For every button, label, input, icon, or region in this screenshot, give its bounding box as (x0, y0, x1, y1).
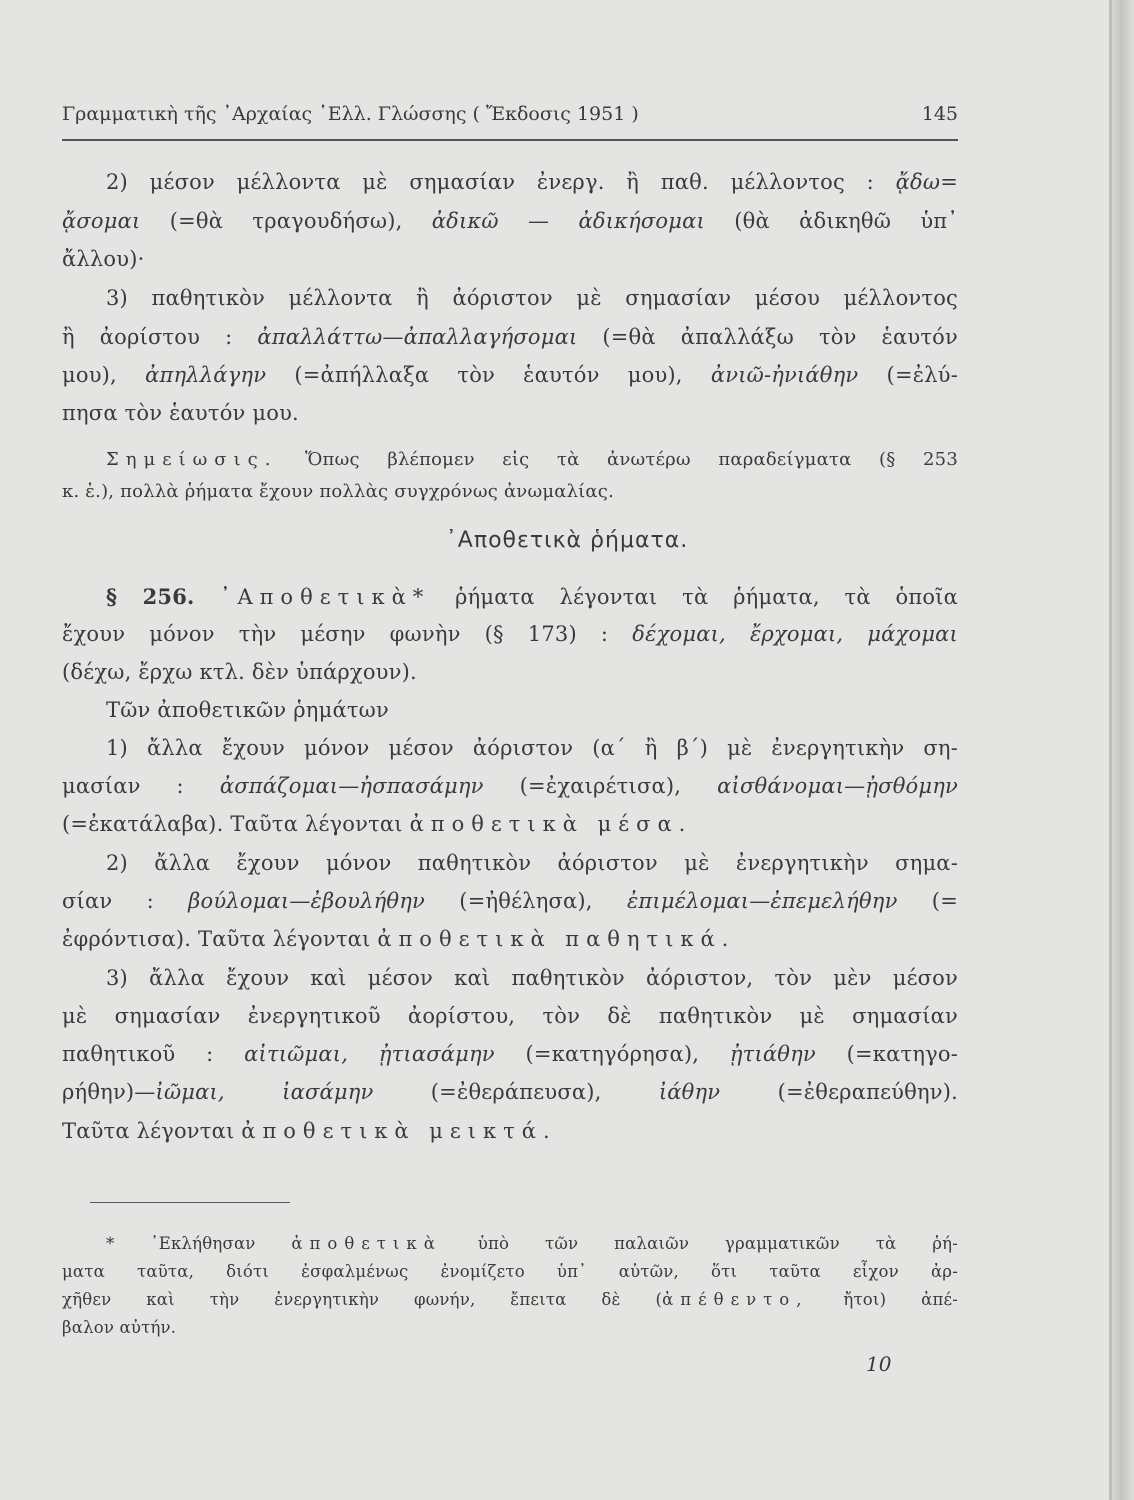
text-run: ἄλλου)· (62, 247, 145, 271)
text-run: * ᾿Εκλήθησαν (106, 1234, 292, 1253)
text-run: (=ἀπήλλαξα τὸν ἑαυτόν μου), (266, 363, 711, 387)
signature-mark: 10 (866, 1352, 892, 1376)
text-run: ἐφρόντισα). Ταῦτα λέγονται (62, 927, 378, 951)
text-run: χῆθεν καὶ τὴν ἐνεργητικὴν φωνήν, ἔπειτα δὲ ( (62, 1290, 663, 1309)
text-run: Ὅπως βλέπομεν εἰς τὰ ἀνωτέρω παραδείγματα (§ 253 (277, 449, 958, 470)
text-run: ἔχουν μόνον τὴν μέσην φωνὴν (§ 173) : (62, 622, 633, 646)
text-line (106, 698, 958, 722)
text-line (62, 481, 958, 502)
page-number: 145 (921, 103, 958, 125)
italic-example: δέχομαι, ἔρχομαι, μάχομαι (632, 622, 958, 646)
spaced-term: ἀπέθεντο, (662, 1290, 809, 1309)
text-line (62, 1004, 958, 1028)
text-line (106, 449, 958, 470)
text-run: (=κατηγο- (815, 1042, 959, 1066)
section-heading: ᾿Αποθετικὰ ῥήματα. (445, 528, 689, 553)
italic-example: ᾄδω= (895, 170, 958, 194)
text-run: 1) ἄλλα ἔχουν μόνον μέσον ἀόριστον (α´ ἢ β´) μὲ ἐνεργητικὴν ση- (106, 736, 958, 760)
italic-example: ἐπιμέλομαι—ἐπεμελήθην (626, 889, 898, 913)
footnote-line (62, 1318, 958, 1337)
text-run: ὑπὸ τῶν παλαιῶν γραμματικῶν τὰ ῥή- (441, 1234, 958, 1253)
italic-example: ἰῶμαι, ἰασάμην (155, 1080, 374, 1104)
page-edge-line (1109, 0, 1112, 1500)
text-line (62, 363, 958, 387)
italic-example: ᾐτιάθην (729, 1042, 816, 1066)
text-line (106, 966, 958, 990)
text-run: κ. ἑ.), πολλὰ ῥήματα ἔχουν πολλὰς συγχρόνως ἀνωμαλίας. (62, 481, 614, 502)
italic-example: ἀπηλλάγην (145, 363, 267, 387)
text-run: (=ἐθεραπεύθην). (720, 1080, 958, 1104)
section-number: § 256. (106, 584, 220, 609)
footnote-rule (90, 1202, 290, 1203)
text-run: (=ἐλύ- (858, 363, 958, 387)
running-header-title: Γραμματικὴ τῆς ᾿Αρχαίας ῾Ελλ. Γλώσσης ( Ἔκδοσις 1951 ) (62, 103, 639, 125)
footnote-line (106, 1234, 958, 1253)
text-run: ἤτοι) ἀπέ- (808, 1290, 959, 1309)
text-line (106, 736, 958, 760)
text-run: Τῶν ἀποθετικῶν ῥημάτων (106, 698, 389, 722)
italic-example: ἀδικῶ — ἀδικήσομαι (431, 209, 705, 233)
spaced-term: ᾿Αποθετικὰ* (219, 585, 431, 609)
spaced-term: ἀποθετικὰ (291, 1234, 442, 1253)
italic-example: ἰάθην (658, 1080, 721, 1104)
text-line (62, 1042, 958, 1066)
page-edge-shadow (1112, 0, 1134, 1500)
text-run: (δέχω, ἔρχω κτλ. δὲν ὑπάρχουν). (62, 660, 417, 684)
text-run: ἢ ἀορίστου : (62, 325, 258, 349)
text-run: (=θὰ ἀπαλλάξω τὸν ἑαυτόν (577, 325, 958, 349)
text-line (62, 812, 958, 836)
text-line (62, 325, 958, 349)
text-run: 3) ἄλλα ἔχουν καὶ μέσον καὶ παθητικὸν ἀόριστον, τὸν μὲν μέσον (106, 966, 958, 990)
text-run: μου), (62, 363, 146, 387)
text-run: (=ἠθέλησα), (425, 889, 627, 913)
text-line (62, 209, 958, 233)
text-line (62, 1119, 958, 1143)
text-line (62, 660, 958, 684)
text-run: βαλον αὐτήν. (62, 1318, 177, 1337)
text-run: (θὰ ἀδικηθῶ ὑπ᾿ (704, 209, 958, 233)
text-line (62, 401, 958, 425)
text-run: (=κατηγόρησα), (494, 1042, 730, 1066)
text-line (62, 1080, 958, 1104)
text-run: 2) μέσον μέλλοντα μὲ σημασίαν ἐνεργ. ἢ παθ. μέλλοντος : (106, 170, 896, 194)
text-run: πησα τὸν ἑαυτόν μου. (62, 401, 299, 425)
text-run: ρήθην)— (62, 1080, 156, 1104)
text-run: 3) παθητικὸν μέλλοντα ἢ ἀόριστον μὲ σημασίαν μέσου μέλλοντος (106, 286, 958, 310)
text-run: μὲ σημασίαν ἐνεργητικοῦ ἀορίστου, τὸν δὲ παθητικὸν μὲ σημασίαν (62, 1004, 958, 1028)
spaced-term: ἀποθετικὰ παθητικά. (377, 927, 736, 951)
text-run: (=ἐχαιρέτισα), (483, 774, 718, 798)
text-run: ῥήματα λέγονται τὰ ῥήματα, τὰ ὁποῖα (430, 585, 958, 609)
text-run: (=ἐκατάλαβα). Ταῦτα λέγονται (62, 812, 410, 836)
text-run: ματα ταῦτα, διότι ἐσφαλμένως ἐνομίζετο ὑπ᾿ αὐτῶν, ὅτι ταῦτα εἶχον ἀρ- (62, 1262, 958, 1281)
text-run: παθητικοῦ : (62, 1042, 245, 1066)
footnote-line (62, 1290, 958, 1309)
spaced-term: ἀποθετικὰ μεικτά. (241, 1119, 557, 1143)
text-line (62, 927, 958, 951)
text-line (62, 774, 958, 798)
italic-example: ᾄσομαι (62, 209, 141, 233)
text-line (106, 170, 958, 194)
italic-example: βούλομαι—ἐβουλήθην (188, 889, 426, 913)
text-line (106, 286, 958, 310)
italic-example: ἀνιῶ-ἠνιάθην (710, 363, 859, 387)
text-line (62, 247, 958, 271)
footnote-line (62, 1262, 958, 1281)
text-run: σίαν : (62, 889, 189, 913)
text-run: 2) ἄλλα ἔχουν μόνον παθητικὸν ἀόριστον μὲ ἐνεργητικὴν σημα- (106, 851, 958, 875)
text-line (106, 584, 958, 609)
italic-example: ἀσπάζομαι—ἠσπασάμην (219, 774, 484, 798)
text-run: (=ἐθεράπευσα), (373, 1080, 659, 1104)
text-line (62, 622, 958, 646)
italic-example: αἰσθάνομαι—ᾐσθόμην (717, 774, 958, 798)
text-line (62, 889, 958, 913)
running-header (62, 103, 958, 125)
text-run: (= (897, 889, 958, 913)
italic-example: ἀπαλλάττω—ἀπαλλαγήσομαι (257, 325, 578, 349)
header-rule (62, 139, 958, 141)
text-line (106, 851, 958, 875)
spaced-term: ἀποθετικὰ μέσα. (409, 812, 693, 836)
text-run: μασίαν : (62, 774, 220, 798)
italic-example: αἰτιῶμαι, ᾐτιασάμην (244, 1042, 495, 1066)
text-run: Ταῦτα λέγονται (62, 1119, 242, 1143)
text-run: (=θὰ τραγουδήσω), (140, 209, 432, 233)
spaced-term: Σημείωσις. (106, 449, 278, 470)
